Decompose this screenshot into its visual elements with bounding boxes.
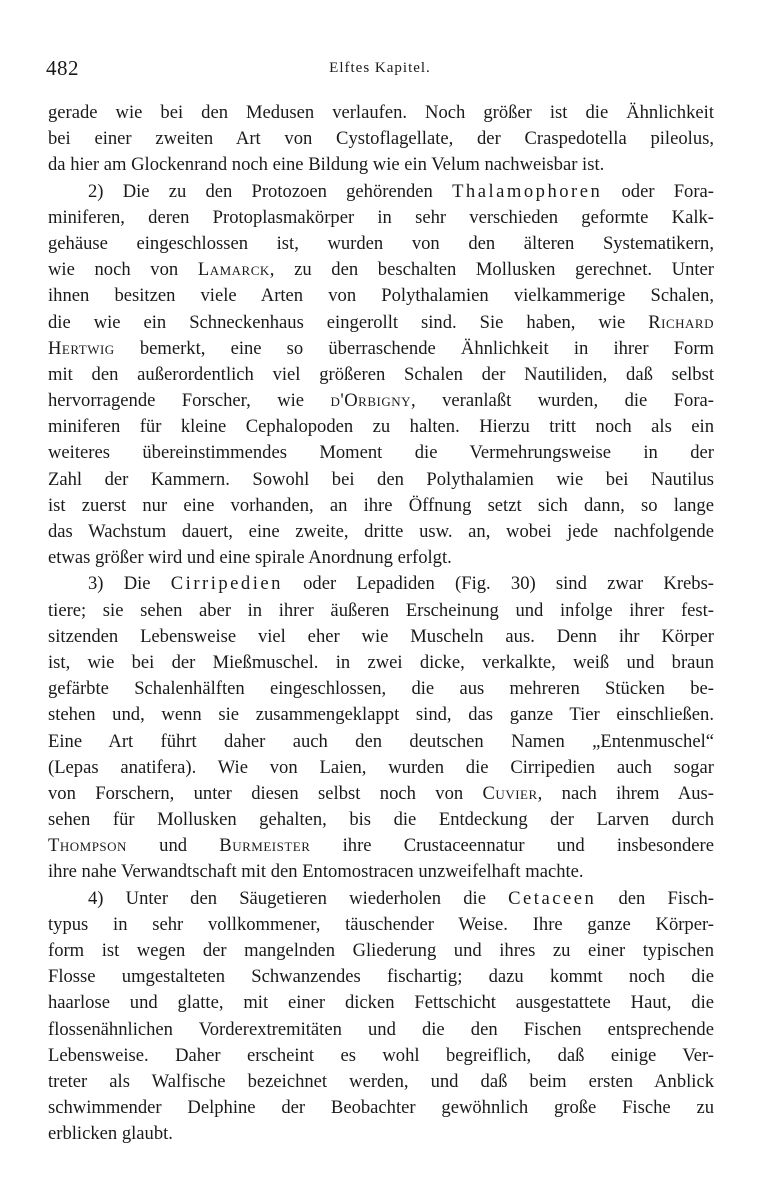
text-segment: miniferen, deren Protoplasmakörper in sehr verschieden geformte Kalk- bbox=[48, 206, 714, 228]
text-line bbox=[48, 624, 714, 650]
text-segment: da hier am Glockenrand noch eine Bildung wie ein Velum nachweisbar ist. bbox=[48, 154, 605, 176]
text-segment: oder Lepadiden (Fig. 30) sind zwar Krebs- bbox=[282, 573, 714, 595]
text-line bbox=[48, 807, 714, 833]
text-line bbox=[48, 440, 714, 466]
text-line bbox=[48, 833, 714, 859]
text-segment: 2) Die zu den Protozoen gehörenden bbox=[88, 180, 453, 202]
text-segment: die wie ein Schneckenhaus eingerollt sind. Sie haben, wie bbox=[48, 311, 649, 333]
body-text bbox=[48, 100, 714, 1148]
text-segment: und bbox=[126, 835, 220, 857]
text-segment: das Wachstum dauert, eine zweite, dritte usw. an, wobei jede nachfolgende bbox=[48, 521, 714, 542]
text-segment: hervorragende Forscher, wie bbox=[48, 390, 331, 412]
text-line bbox=[48, 152, 714, 178]
text-segment: mit den außerordentlich viel größeren Schalen der Nautiliden, daß selbst bbox=[48, 363, 714, 385]
text-segment: etwas größer wird und eine spirale Anordnung erfolgt. bbox=[48, 547, 452, 569]
text-line bbox=[48, 493, 714, 519]
text-segment: ist, wie bei der Mießmuschel. in zwei dicke, verkalkte, weiß und braun bbox=[48, 651, 714, 673]
text-line bbox=[48, 1121, 714, 1147]
text-segment: von Forschern, unter diesen selbst noch von bbox=[48, 782, 483, 804]
text-line bbox=[48, 912, 714, 938]
text-segment: schwimmender Delphine der Beobachter gewöhnlich große Fische zu bbox=[48, 1097, 714, 1119]
text-segment: sehen für Mollusken gehalten, bis die Entdeckung der Larven durch bbox=[48, 809, 714, 831]
text-segment: den Fisch- bbox=[596, 887, 714, 909]
text-segment: Flosse umgestalteten Schwanzendes fischartig; dazu kommt noch die bbox=[48, 966, 714, 988]
text-segment: typus in sehr vollkommener, täuschender Weise. Ihre ganze Körper- bbox=[48, 913, 714, 935]
text-segment: bemerkt, eine so überraschende Ähnlichkeit in ihrer Form bbox=[114, 337, 714, 359]
text-segment: ihre Crustaceennatur und insbesondere bbox=[310, 835, 714, 857]
text-segment: erblicken glaubt. bbox=[48, 1123, 173, 1145]
text-line bbox=[48, 362, 714, 388]
text-segment: Eine Art führt daher auch den deutschen Namen „Entenmuschel“ bbox=[48, 730, 714, 752]
emphasized-term: Cirripedien bbox=[170, 573, 283, 595]
text-segment: Zahl der Kammern. Sowohl bei den Polythalamien wie bei Nautilus bbox=[48, 468, 714, 490]
text-line bbox=[48, 676, 714, 702]
text-line bbox=[48, 310, 714, 336]
text-line bbox=[48, 1095, 714, 1121]
text-line bbox=[48, 100, 714, 126]
text-line bbox=[48, 257, 714, 283]
text-line bbox=[48, 545, 714, 571]
author-name: Richard bbox=[648, 311, 714, 333]
author-name: Hertwig bbox=[48, 337, 115, 359]
text-segment: (Lepas anatifera). Wie von Laien, wurden die Cirripedien auch sogar bbox=[48, 756, 714, 778]
text-segment: gefärbte Schalenhälften eingeschlossen, die aus mehreren Stücken be- bbox=[48, 678, 714, 700]
text-segment: weiteres übereinstimmendes Moment die Vermehrungsweise in der bbox=[48, 442, 714, 464]
text-line bbox=[48, 336, 714, 362]
text-line bbox=[48, 205, 714, 231]
text-segment: 3) Die bbox=[88, 573, 171, 595]
text-line bbox=[48, 1017, 714, 1043]
text-segment: ist zuerst nur eine vorhanden, an ihre Öffnung setzt sich dann, so lange bbox=[48, 494, 714, 516]
text-segment: haarlose und glatte, mit einer dicken Fettschicht ausgestattete Haut, die bbox=[48, 992, 714, 1014]
author-name: Burmeister bbox=[219, 835, 311, 857]
author-name: Lamarck bbox=[197, 259, 270, 281]
text-segment: , zu den beschalten Mollusken gerechnet. Unter bbox=[269, 259, 714, 281]
author-name: d'Orbigny bbox=[330, 390, 412, 412]
text-line bbox=[48, 964, 714, 990]
text-segment: , veranlaßt wurden, die Fora- bbox=[411, 390, 714, 412]
text-segment: ihnen besitzen viele Arten von Polythalamien vielkammerige Schalen, bbox=[48, 285, 714, 307]
text-line bbox=[48, 650, 714, 676]
text-line bbox=[48, 781, 714, 807]
text-segment: oder Fora- bbox=[602, 180, 714, 202]
text-line bbox=[48, 598, 714, 624]
emphasized-term: Thalamophoren bbox=[452, 180, 603, 202]
text-line bbox=[48, 1069, 714, 1095]
text-line bbox=[48, 1043, 714, 1069]
text-line bbox=[48, 414, 714, 440]
text-segment: sitzenden Lebensweise viel eher wie Muscheln aus. Denn ihr Körper bbox=[48, 625, 714, 647]
author-name: Cuvier bbox=[482, 782, 538, 804]
text-line bbox=[48, 755, 714, 781]
text-line bbox=[48, 990, 714, 1016]
text-line bbox=[48, 388, 714, 414]
text-segment: stehen und, wenn sie zusammengeklappt sind, das ganze Tier einschließen. bbox=[48, 704, 714, 726]
text-line bbox=[48, 467, 714, 493]
page-number: 482 bbox=[46, 56, 79, 80]
text-line bbox=[48, 702, 714, 728]
text-line bbox=[48, 283, 714, 309]
text-line bbox=[48, 938, 714, 964]
text-segment: form ist wegen der mangelnden Gliederung und ihres zu einer typischen bbox=[48, 940, 714, 961]
text-line bbox=[48, 571, 714, 597]
text-segment: 4) Unter den Säugetieren wiederholen die bbox=[88, 887, 509, 909]
text-line bbox=[48, 179, 714, 205]
text-segment: flossenähnlichen Vorderextremitäten und die den Fischen entsprechende bbox=[48, 1018, 714, 1040]
text-segment: , nach ihrem Aus- bbox=[537, 782, 714, 804]
text-segment: tiere; sie sehen aber in ihrer äußeren Erscheinung und infolge ihrer fest- bbox=[48, 599, 714, 621]
emphasized-term: Cetaceen bbox=[508, 887, 597, 909]
text-segment: gehäuse eingeschlossen ist, wurden von den älteren Systematikern, bbox=[48, 232, 714, 254]
running-head: Elftes Kapitel. bbox=[329, 60, 431, 76]
text-segment: bei einer zweiten Art von Cystoflagellate, der Craspedotella pileolus, bbox=[48, 128, 714, 150]
text-segment: wie noch von bbox=[48, 259, 198, 281]
text-line bbox=[48, 729, 714, 755]
text-line bbox=[48, 519, 714, 545]
text-line bbox=[48, 231, 714, 257]
text-line bbox=[48, 859, 714, 885]
text-segment: Lebensweise. Daher erscheint es wohl begreiflich, daß einige Ver- bbox=[48, 1044, 714, 1066]
text-segment: gerade wie bei den Medusen verlaufen. Noch größer ist die Ähnlichkeit bbox=[48, 102, 714, 123]
text-line bbox=[48, 126, 714, 152]
text-line bbox=[48, 886, 714, 912]
page-header bbox=[40, 56, 720, 86]
text-segment: ihre nahe Verwandtschaft mit den Entomostracen unzweifelhaft machte. bbox=[48, 861, 584, 883]
author-name: Thompson bbox=[48, 835, 127, 857]
text-segment: treter als Walfische bezeichnet werden, und daß beim ersten Anblick bbox=[48, 1070, 714, 1092]
text-segment: miniferen für kleine Cephalopoden zu halten. Hierzu tritt noch als ein bbox=[48, 416, 714, 438]
